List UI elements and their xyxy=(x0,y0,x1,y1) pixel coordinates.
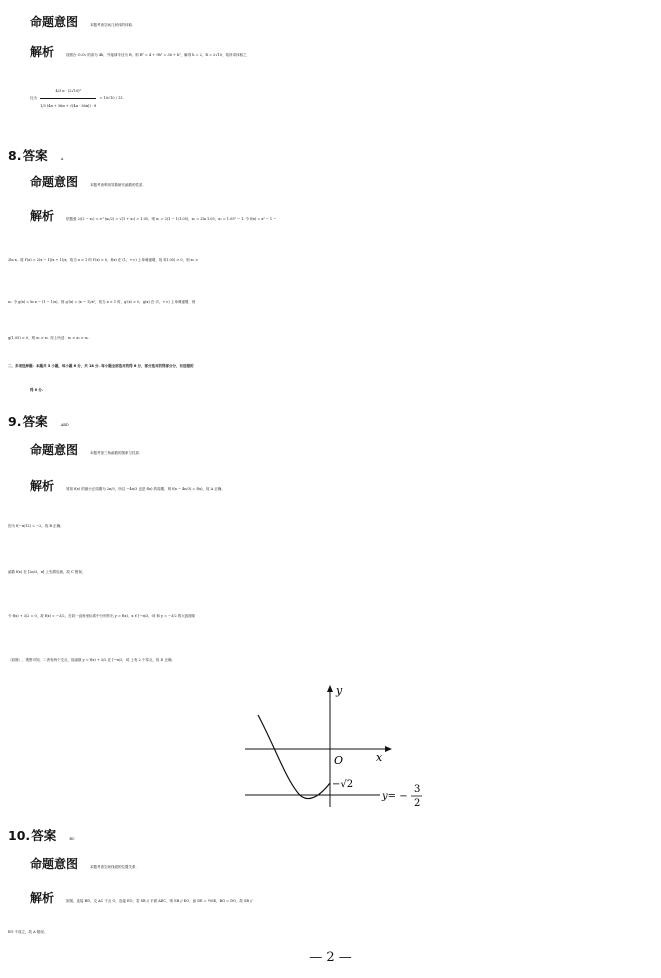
intent-label: 命题意图 xyxy=(30,443,79,457)
function-graph-figure xyxy=(230,685,430,810)
q8-intent-line xyxy=(0,172,661,195)
q9-intent: 本题考查三角函数的图象与性质. xyxy=(90,451,141,455)
q8-answer-label: 答案 xyxy=(22,148,48,163)
q10-number: 10. xyxy=(8,828,31,843)
p7-fraction-denominator: 1/3 (4π + 36π + √(4π · 36π)) · 8 xyxy=(40,103,97,108)
q10-analysis-1: 如图，连接 BD，交 AC 于点 O，连接 EO，若 SB // 平面 AEC，则 SB // EO，而 DE = ½SE，BO = DO，故 SB // xyxy=(66,899,253,903)
intent-label: 命题意图 xyxy=(30,175,79,189)
line-fraction-denominator: 2 xyxy=(414,798,421,809)
analysis-label: 解析 xyxy=(30,209,55,223)
analysis-label: 解析 xyxy=(30,891,55,905)
q8-analysis-1: 依题意 2/(2 − x₁) = e^(x₂/2) = √(1 + x₃) = 1.05，则 x₁ = 2(1 − 1/1.05)，x₂ = 2ln 1.05，x₃ = 1.05² − 1. 令 f(x) = x² − 1 − xyxy=(66,217,277,221)
q9-analysis-line-2: 因为 f(−π/12) = −2，故 B 正确； xyxy=(8,524,64,528)
neg-root2-label: −√2 xyxy=(332,779,354,790)
y-axis-label: y xyxy=(336,685,343,697)
q10-intent-line xyxy=(0,854,661,877)
intent-label: 命题意图 xyxy=(30,857,79,871)
line-fraction-numerator: 3 xyxy=(414,784,421,795)
y-axis-arrow xyxy=(327,685,333,692)
q8-analysis-line-3: x₂. 令 g(x) = ln x − (1 − 1/x)，则 g′(x) = (x − 1)/x²，故当 x > 1 时，g′(x) > 0，g(x) 在 (1，+∞) 上单调递增，则 xyxy=(8,300,196,304)
q10-analysis-line-2: EO 不成立，故 A 错误； xyxy=(8,930,48,934)
q9-answer-line xyxy=(0,412,661,435)
function-curve xyxy=(258,715,330,799)
page-number: — 2 — xyxy=(309,950,352,965)
q9-analysis-line-1 xyxy=(0,476,661,499)
q10-answer-line xyxy=(0,826,661,849)
x-axis-label: x xyxy=(376,751,383,764)
p7-volume-ratio-fraction xyxy=(40,84,96,113)
q9-analysis-line-4: 令 f(x) + 3/2 = 0，故 f(x) = −3/2，在同一直角坐标系中分别作出 y = f(x)，x ∈ [−π/3，0] 和 y = −3/2 的大致图象 xyxy=(8,614,196,618)
analysis-label: 解析 xyxy=(30,45,55,59)
x-axis-arrow xyxy=(385,746,392,752)
p7-intent-line xyxy=(0,12,661,35)
section-2-heading-cont: 得 0 分. xyxy=(30,388,44,392)
origin-label: O xyxy=(334,754,344,767)
q9-analysis-1: 易知 f(x) 的最小正周期为 2π/3，所以 −4π/3 也是 f(x) 的周期，则 f(x − 4π/3) = f(x)，故 A 正确； xyxy=(66,487,225,491)
p7-analysis-1: 设圆台 O₁O₂ 的高为 4h，外接球半径为 R，则 R² = 4 + 9h² = 36 + h²，解得 h = 2，R = 2√10，故所求体积之 xyxy=(66,53,247,57)
q8-analysis-line-2: 2ln x，故 f′(x) = 2(x − 1)(x + 1)/x，故当 x > 1 时 f′(x) > 0，f(x) 在 (1，+∞) 上单调递增，故 f(1.05) > 0，则 x₃ > xyxy=(8,258,199,262)
p7-analysis-2-result: = 10√10 / 13. xyxy=(99,96,124,100)
q10-answer-label: 答案 xyxy=(31,828,57,843)
q9-number: 9. xyxy=(8,414,22,429)
q10-answer: BC xyxy=(69,837,75,841)
q8-answer: A xyxy=(60,157,64,161)
q9-analysis-line-5: （如图），观察可知，二者有两个交点，故函数 y = f(x) + 3/2 在 [−π/3，0] 上有 2 个零点，故 D 正确. xyxy=(8,658,173,662)
p7-fraction-numerator: 4/3 π · (2√10)³ xyxy=(40,84,96,99)
line-equation-label: y= − xyxy=(382,791,408,802)
q9-analysis-line-3: 函数 f(x) 在 [2π/3，π] 上先增后减，故 C 错误； xyxy=(8,570,86,574)
q8-number: 8. xyxy=(8,148,22,163)
q8-analysis-line-1 xyxy=(0,206,661,229)
q8-analysis-line-4: g(1.05) > 0，则 x₂ > x₁. 综上所述：x₃ > x₂ > x₁. xyxy=(8,336,90,340)
p7-analysis-line-2 xyxy=(0,80,661,116)
q9-answer: ABD xyxy=(60,423,69,427)
q10-analysis-line-1 xyxy=(0,888,661,911)
p7-analysis-2-pre: 比为 xyxy=(30,96,37,100)
q8-answer-line xyxy=(0,146,661,169)
q9-answer-label: 答案 xyxy=(22,414,48,429)
p7-analysis-line-1 xyxy=(0,42,661,65)
q8-intent: 本题考查利用导数研究函数的性质. xyxy=(90,183,144,187)
q9-intent-line xyxy=(0,440,661,463)
analysis-label: 解析 xyxy=(30,479,55,493)
q10-intent: 本题考查空间线面的位置关系. xyxy=(90,865,137,869)
intent-label: 命题意图 xyxy=(30,15,79,29)
section-2-heading: 二、多项选择题：本题共 3 小题，每小题 6 分，共 18 分. 每小题全部选对的得 6 分，部分选对的得部分分，有选错的 xyxy=(8,364,194,368)
p7-intent: 本题考查空间几何体的体积. xyxy=(90,23,134,27)
